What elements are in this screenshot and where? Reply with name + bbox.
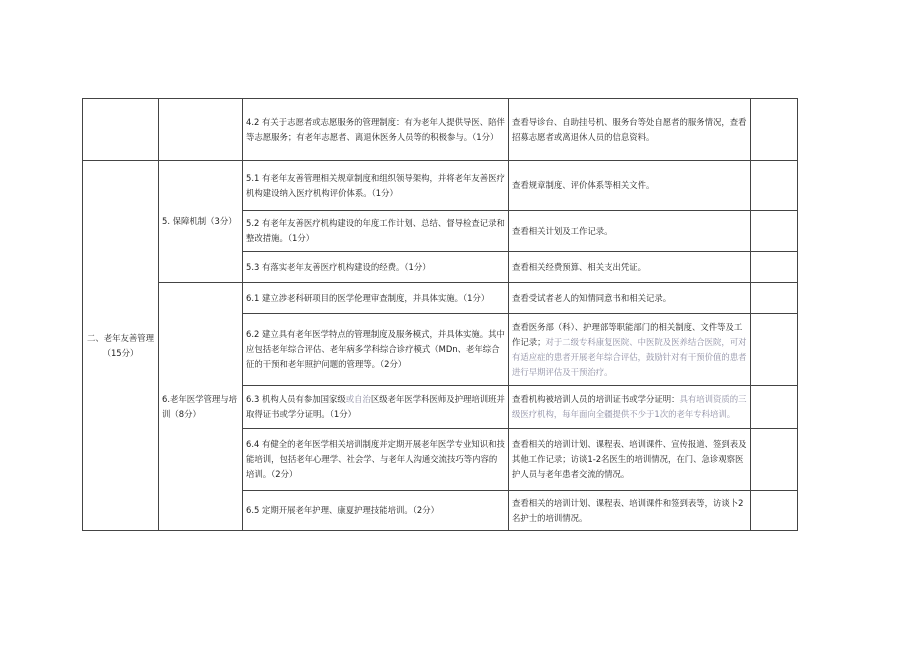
score-cell (751, 491, 798, 531)
item-5-1: 5.1 有老年友善管理相关规章制度和组织领导架构，并将老年友善医疗机构建设纳入医疗机构评价体系。（1分） (243, 161, 509, 211)
item-5-2: 5.2 有老年友善医疗机构建设的年度工作计划、总结、督导检查记录和整改措施。（1分） (243, 211, 509, 252)
score-cell (751, 161, 798, 211)
item-6-3 (243, 386, 509, 429)
check-5-2: 查看相关计划及工作记录。 (509, 211, 751, 252)
item-6-5: 6.5 定期开展老年护理、康夏护理技能培训。（2分） (243, 491, 509, 531)
check-6-2 (509, 314, 751, 386)
item-6-3-a: 6.3 机构人员有参加国家级 (246, 394, 346, 404)
category-cell (83, 161, 159, 531)
score-cell (751, 211, 798, 252)
item-6-3-c: 区级老年医学科医师及护理培训班并取得证书或学分证明。（1分） (246, 394, 505, 419)
item-4-2: 4.2 有关于志愿者或志愿服务的管理制度：有为老年人提供导医、陪伴等志愿服务；有老年志愿者、离退休医务人员等的积极参与。（1分） (243, 99, 509, 161)
check-4-2: 查看导诊台、自助挂号机、服务台等处自愿者的服务情况，查看招募志愿者或离退休人员的信息资料。 (509, 99, 751, 161)
category-cell-top (83, 99, 159, 161)
category-name: 二、老年友善管理 (87, 332, 154, 343)
score-cell (751, 99, 798, 161)
score-cell (751, 314, 798, 386)
score-cell (751, 283, 798, 314)
check-6-3-main: 查看机构被培训人员的培训证书或学分证明： (512, 394, 680, 404)
category-score: （15分） (102, 347, 139, 358)
check-6-4: 查看相关的培训计划、课程表、培训课件、宣传报道、签到表及其他工作记录；访谈1-2名医生的培训情况，在门、急诊观察医护人员与老年患者交流的情况。 (509, 429, 751, 491)
check-5-1: 查看规章制度、评价体系等相关文件。 (509, 161, 751, 211)
subcategory-5: 5. 保障机制（3分） (159, 161, 243, 283)
check-6-2-note: 对于二级专科康复医院、中医院及医养结合医院，可对有适应症的患者开展老年综合评估，鼓励针对有干预价值的患者进行早期评估及干预治疗。 (512, 336, 747, 377)
item-6-3-b: 或自治 (345, 394, 371, 404)
criteria-table (82, 98, 798, 531)
score-cell (751, 429, 798, 491)
item-6-1: 6.1 建立涉老科研项目的医学伦理审查制度，并具体实施。（1分） (243, 283, 509, 314)
sub-cell-top (159, 99, 243, 161)
check-5-3: 查看相关经费预算、相关支出凭证。 (509, 252, 751, 283)
check-6-5: 查看相关的培训计划、课程表、培训课件和签到表等，访谈卜2名护士的培训情况。 (509, 491, 751, 531)
item-5-3: 5.3 有落实老年友善医疗机构建设的经费。（1分） (243, 252, 509, 283)
table-row (83, 161, 798, 211)
score-cell (751, 386, 798, 429)
check-6-2-main: 查看医务部（科）、护理部等职能部门的相关制度、文件等及工作记录； (512, 321, 743, 347)
subcategory-6: 6.老年医学管理与培训（8分） (159, 283, 243, 531)
check-6-3-note: 具有培训资质的三级医疗机构，每年面向全疆提供不少于1次的老年专科培训。 (512, 394, 747, 419)
table-row (83, 99, 798, 161)
item-6-2: 6.2 建立具有老年医学特点的管理制度及服务模式，并具体实施。其中应包括老年综合评估、老年病多学科综合诊疗模式（MDn、老年综合征的干预和老年照护问题的管理等。（2分） (243, 314, 509, 386)
check-6-3 (509, 386, 751, 429)
table-row (83, 283, 798, 314)
item-6-4: 6.4 有健全的老年医学相关培训制度并定期开展老年医学专业知识和技能培训，包括老年心理学、社会学、与老年人沟通交流技巧等内容的培训。（2分） (243, 429, 509, 491)
check-6-1: 查看受试者老人的知情同意书和相关记录。 (509, 283, 751, 314)
score-cell (751, 252, 798, 283)
